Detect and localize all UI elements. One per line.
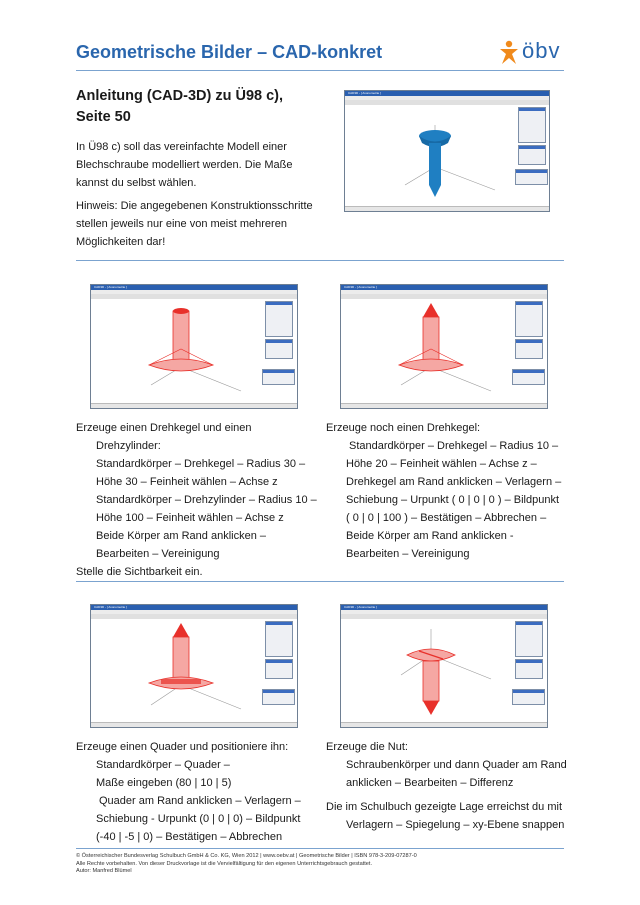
text-line: Beide Körper am Rand anklicken –: [96, 530, 266, 542]
cad-screenshot-step2: CAD3D - [ Axonometrie ]: [340, 284, 548, 409]
screw-with-box-model-icon: [91, 619, 263, 722]
text-line: Höhe 20 – Feinheit wählen – Achse z –: [346, 458, 537, 470]
text-line: Standardkörper – Drehkegel – Radius 30 –: [96, 458, 306, 470]
step4-instructions: [326, 738, 567, 834]
copyright-footer: [76, 853, 417, 876]
header-rule: [76, 70, 564, 71]
instruction-heading: [76, 86, 283, 128]
text-line: Maße eingeben (80 | 10 | 5): [96, 777, 232, 789]
text-line: Standardkörper – Drehkegel – Radius 10 –: [349, 440, 559, 452]
cylinder-cone-model-icon: [91, 299, 263, 403]
text-line: Stelle die Sichtbarkeit ein.: [76, 566, 203, 578]
text-line: stellen jeweils nur eine von meist mehreren: [76, 218, 287, 230]
text-line: anklicken – Bearbeiten – Differenz: [346, 777, 514, 789]
text-line: Erzeuge einen Drehkegel und einen: [76, 422, 252, 434]
text-line: Quader am Rand anklicken – Verlagern –: [99, 795, 301, 807]
logo-text: öbv: [522, 38, 561, 63]
step3-instructions: [76, 738, 301, 846]
heading-line: Seite 50: [76, 109, 131, 125]
text-line: Möglichkeiten dar!: [76, 236, 166, 248]
heading-line: Anleitung (CAD-3D) zu Ü98 c),: [76, 88, 284, 104]
text-line: Hinweis: Die angegebenen Konstruktionsschritte: [76, 200, 313, 212]
cad-screenshot-blue-screw: [344, 90, 550, 212]
step1-instructions: [76, 419, 317, 581]
slotted-screw-model-icon: [341, 619, 513, 722]
text-line: ( 0 | 0 | 100 ) – Bestätigen – Abbrechen –: [346, 512, 547, 524]
screw-model-icon: [345, 105, 515, 205]
publisher-logo: [498, 38, 570, 68]
page-title: Geometrische Bilder – CAD-konkret: [76, 42, 383, 62]
text-line: Bearbeiten – Vereinigung: [346, 548, 470, 560]
text-line: kannst du selbst wählen.: [76, 177, 197, 189]
text-line: Standardkörper – Quader –: [96, 759, 230, 771]
pointed-screw-model-icon: [341, 299, 513, 403]
intro-paragraph: [76, 138, 292, 192]
text-line: (-40 | -5 | 0) – Bestätigen – Abbrechen: [96, 831, 283, 843]
text-line: Höhe 100 – Feinheit wählen – Achse z: [96, 512, 284, 524]
footer-line: Autor: Manfred Blümel: [76, 868, 132, 874]
text-line: Bearbeiten – Vereinigung: [96, 548, 220, 560]
cad-screenshot-step1: CAD3D - [ Axonometrie ]: [90, 284, 298, 409]
hint-paragraph: [76, 197, 313, 251]
text-line: Die im Schulbuch gezeigte Lage erreichst du mit: [326, 801, 563, 813]
text-line: Drehzylinder:: [96, 440, 161, 452]
text-line: Erzeuge die Nut:: [326, 741, 408, 753]
text-line: Schraubenkörper und dann Quader am Rand: [346, 759, 567, 771]
footer-line: Alle Rechte vorbehalten. Von dieser Druckvorlage ist die Vervielfältigung für den eigenen Unterrichtsgebrauch gestattet.: [76, 860, 373, 867]
star-person-icon: [498, 40, 520, 66]
step2-instructions: [326, 419, 561, 563]
cad-screenshot-step3: CAD3D - [ Axonometrie ]: [90, 604, 298, 728]
window-titlebar: CAD3D - [ Axonometrie ]: [345, 91, 549, 96]
section-rule: [76, 260, 564, 261]
text-line: Drehkegel am Rand anklicken – Verlagern –: [346, 476, 562, 488]
text-line: In Ü98 c) soll das vereinfachte Modell einer: [76, 141, 287, 153]
text-line: Schiebung - Urpunkt (0 | 0 | 0) – Bildpunkt: [96, 813, 301, 825]
text-line: Erzeuge noch einen Drehkegel:: [326, 422, 481, 434]
footer-rule: [76, 848, 564, 849]
text-line: Schiebung – Urpunkt ( 0 | 0 | 0 ) – Bildpunkt: [346, 494, 560, 506]
text-line: Beide Körper am Rand anklicken -: [346, 530, 514, 542]
text-line: Standardkörper – Drehzylinder – Radius 10 –: [96, 494, 317, 506]
section-rule: [76, 581, 564, 582]
text-line: Blechschraube modelliert werden. Die Maße: [76, 159, 293, 171]
text-line: Verlagern – Spiegelung – xy-Ebene snappen: [346, 819, 565, 831]
text-line: Höhe 30 – Feinheit wählen – Achse z: [96, 476, 278, 488]
text-line: Erzeuge einen Quader und positioniere ihn:: [76, 741, 289, 753]
footer-line: © Österreichischer Bundesverlag Schulbuch GmbH & Co. KG, Wien 2012 | www.oebv.at | Geometrische Bilder | ISBN 978-3-209-07287-0: [76, 853, 417, 859]
cad-screenshot-step4: CAD3D - [ Axonometrie ]: [340, 604, 548, 728]
